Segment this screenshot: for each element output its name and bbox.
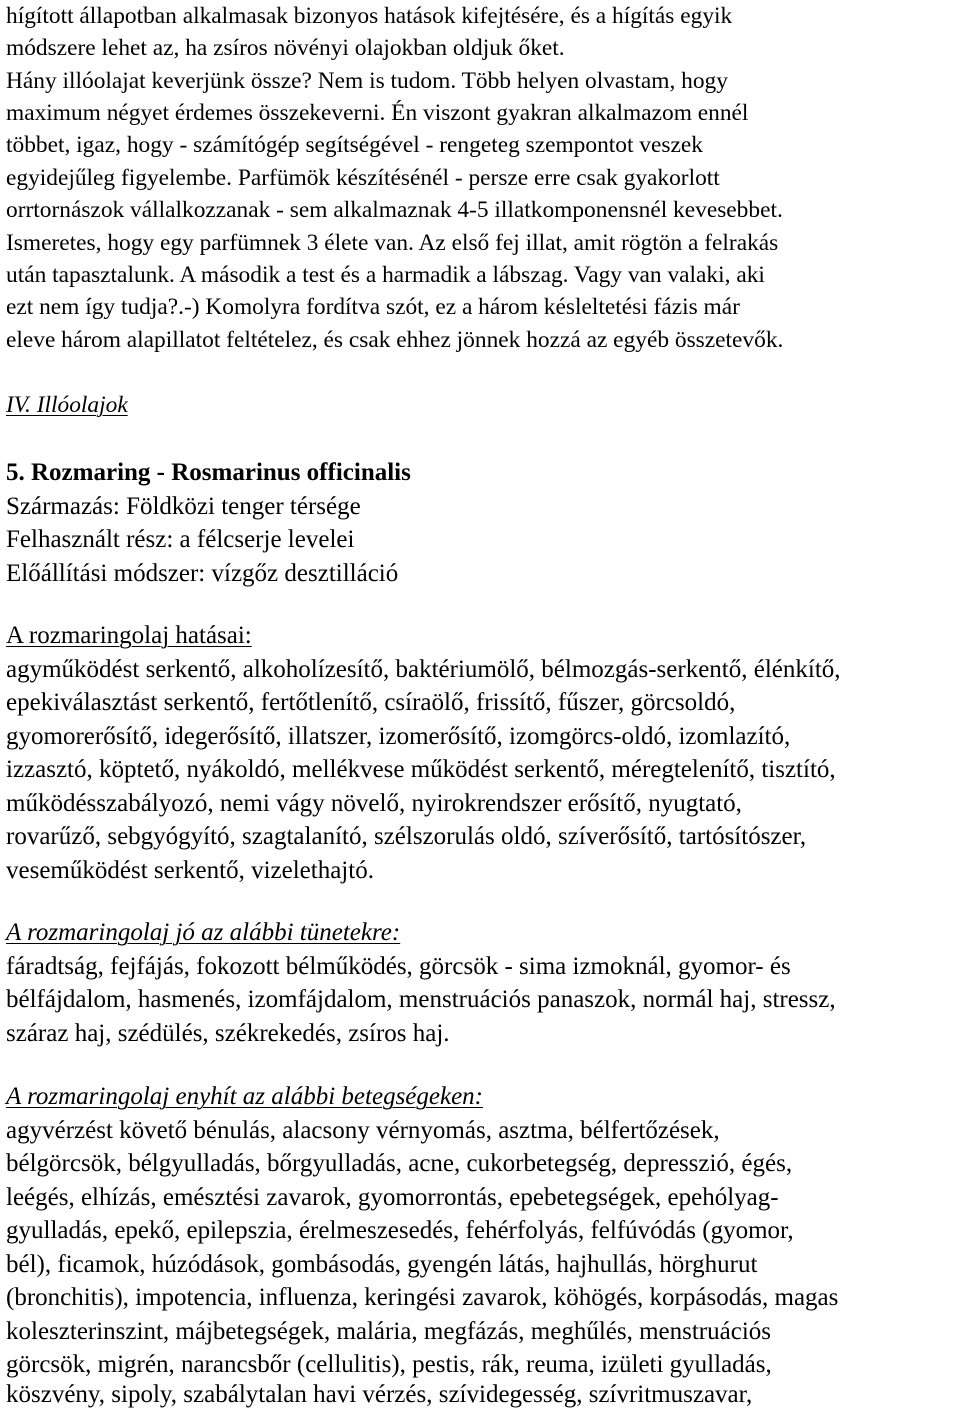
text-line: görcsök, migrén, narancsbőr (cellulitis), pestis, rák, reuma, izületi gyulladás, bbox=[6, 1351, 772, 1378]
text-line: módszere lehet az, ha zsíros növényi olajokban oldjuk őket. bbox=[6, 35, 565, 61]
text-line: fáradtság, fejfájás, fokozott bélműködés, görcsök - sima izmoknál, gyomor- és bbox=[6, 953, 791, 980]
text-line: bélgörcsök, bélgyulladás, bőrgyulladás, acne, cukorbetegség, depresszió, égés, bbox=[6, 1150, 793, 1177]
text-line: bélfájdalom, hasmenés, izomfájdalom, menstruációs panaszok, normál haj, stressz, bbox=[6, 986, 836, 1013]
effects-heading: A rozmaringolaj hatásai: bbox=[6, 622, 252, 649]
text-line: veseműködést serkentő, vizelethajtó. bbox=[6, 857, 374, 884]
text-line: működésszabályozó, nemi vágy növelő, nyirokrendszer erősítő, nyugtató, bbox=[6, 790, 742, 817]
text-line: izzasztó, köptető, nyákoldó, mellékvese működést serkentő, méregtelenítő, tisztító, bbox=[6, 756, 836, 783]
text-line: Hány illóolajat keverjünk össze? Nem is tudom. Több helyen olvastam, hogy bbox=[6, 68, 728, 94]
text-line: eleve három alapillatot feltételez, és csak ehhez jönnek hozzá az egyéb összetevők. bbox=[6, 327, 784, 353]
text-line: maximum négyet érdemes összekeverni. Én viszont gyakran alkalmazom ennél bbox=[6, 100, 749, 126]
text-line: koleszterinszint, májbetegségek, malária, megfázás, meghűlés, menstruációs bbox=[6, 1318, 772, 1345]
text-line: után tapasztalunk. A második a test és a harmadik a lábszag. Vagy van valaki, aki bbox=[6, 262, 765, 288]
symptoms-heading: A rozmaringolaj jó az alábbi tünetekre: bbox=[6, 919, 401, 946]
text-line: többet, igaz, hogy - számítógép segítségével - rengeteg szempontot veszek bbox=[6, 132, 703, 158]
text-line: köszvény, sipoly, szabálytalan havi vérzés, szívidegesség, szívritmuszavar, bbox=[6, 1381, 753, 1408]
text-line: agyvérzést követő bénulás, alacsony vérnyomás, asztma, bélfertőzések, bbox=[6, 1117, 720, 1144]
text-line: orrtornászok vállalkozzanak - sem alkalmaznak 4-5 illatkomponensnél kevesebbet. bbox=[6, 197, 783, 223]
section-heading: IV. Illóolajok bbox=[6, 392, 128, 418]
text-line: rovarűző, sebgyógyító, szagtalanító, szélszorulás oldó, szíverősítő, tartósítószer, bbox=[6, 823, 807, 850]
text-line: (bronchitis), impotencia, influenza, keringési zavarok, köhögés, korpásodás, magas bbox=[6, 1284, 839, 1311]
text-line: hígított állapotban alkalmasak bizonyos hatások kifejtésére, és a hígítás egyik bbox=[6, 3, 733, 29]
text-line: Ismeretes, hogy egy parfümnek 3 élete van. Az első fej illat, amit rögtön a felrakás bbox=[6, 230, 779, 256]
text-line: leégés, elhízás, emésztési zavarok, gyomorrontás, epebetegségek, epehólyag- bbox=[6, 1184, 779, 1211]
text-line: agyműködést serkentő, alkoholízesítő, baktériumölő, bélmozgás-serkentő, élénkítő, bbox=[6, 656, 841, 683]
text-line: száraz haj, szédülés, székrekedés, zsíros haj. bbox=[6, 1020, 450, 1047]
text-line: ezt nem így tudja?.-) Komolyra fordítva szót, ez a három késleltetési fázis már bbox=[6, 294, 740, 320]
text-line: epekiválasztást serkentő, fertőtlenítő, csíraölő, frissítő, fűszer, görcsoldó, bbox=[6, 689, 736, 716]
text-line: bél), ficamok, húzódások, gombásodás, gyengén látás, hajhullás, hörghurut bbox=[6, 1251, 758, 1278]
oil-origin: Származás: Földközi tenger térsége bbox=[6, 493, 361, 520]
text-line: gyulladás, epekő, epilepszia, érelmeszesedés, fehérfolyás, felfúvódás (gyomor, bbox=[6, 1217, 794, 1244]
oil-method: Előállítási módszer: vízgőz desztilláció bbox=[6, 560, 399, 587]
oil-part-used: Felhasznált rész: a félcserje levelei bbox=[6, 526, 355, 553]
diseases-heading: A rozmaringolaj enyhít az alábbi betegségeken: bbox=[6, 1083, 484, 1110]
text-line: egyidejűleg figyelembe. Parfümök készítésénél - persze erre csak gyakorlott bbox=[6, 165, 720, 191]
oil-title: 5. Rozmaring - Rosmarinus officinalis bbox=[6, 459, 411, 486]
text-line: gyomorerősítő, idegerősítő, illatszer, izomerősítő, izomgörcs-oldó, izomlazító, bbox=[6, 723, 791, 750]
